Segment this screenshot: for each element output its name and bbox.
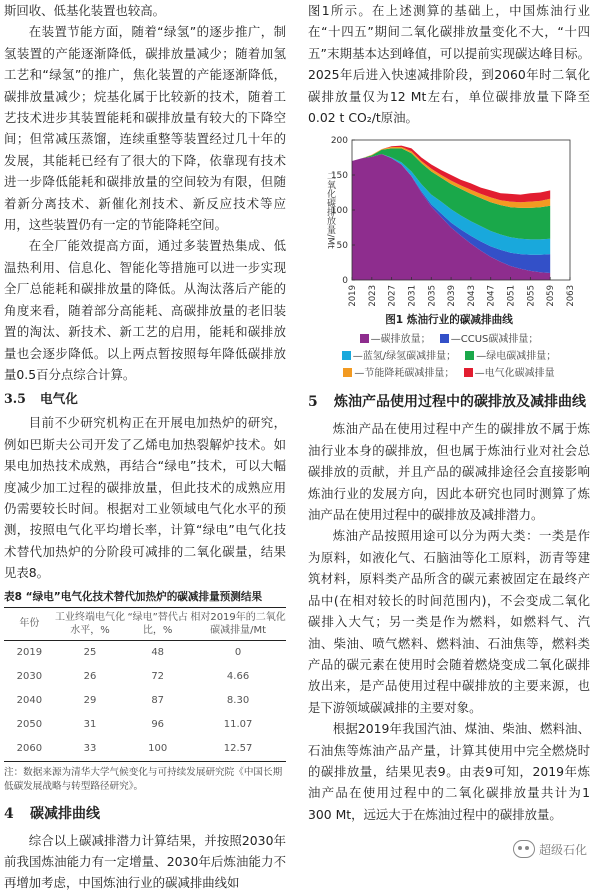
figure-1	[308, 134, 590, 382]
table-header-cell: 工业终端电气化水平，%	[55, 607, 126, 640]
legend-item: —绿电碳减排量；	[465, 348, 556, 365]
table-header-row	[4, 607, 286, 640]
x-tick-label: 2039	[447, 285, 458, 308]
x-tick-label: 2035	[427, 285, 438, 308]
paragraph: 在全厂能效提高方面，通过多装置热集成、低温热利用、信息化、智能化等措施可以进一步实现全厂总能耗和碳排放量的降低。从淘汰落后产能的角度来看，随着部分高能耗、高碳排放量的老旧装置的淘汰、新技术、新工艺的启用，能耗和碳排放量也会逐步降低。以上两点暂按照每年降低碳排放量0.5百分点综合计算。	[4, 238, 286, 382]
paragraph: 炼油产品按照用途可以分为两大类：一类是作为原料，如液化气、石脑油等化工原料，沥青等建筑材料，原料类产品所含的碳元素被固定在最终产品中(在相对较长的时间范围内)，不会变成二氧化碳排入大气；另一类是作为燃料，如燃料气、汽油、柴油、喷气燃料、燃料油、石油焦等，燃料类产品的碳元素在使用时会随着燃烧变成二氧化碳排放出来，是产品使用过程中碳排放的主要来源，也是下游领域碳减排的主要对象。	[308, 528, 590, 715]
table-cell: 2050	[16, 719, 43, 731]
legend-swatch	[440, 334, 449, 343]
legend-swatch	[360, 334, 369, 343]
legend-item: —蓝氢/绿氢碳减排量；	[342, 348, 456, 365]
x-tick-label: 2059	[546, 285, 557, 308]
legend-item: —碳排放量；	[360, 331, 431, 348]
paragraph: 综合以上碳减排潜力计算结果，并按照2030年前我国炼油能力有一定增量、2030年后炼油能力不再增加考虑，中国炼油行业的碳减排曲线如	[4, 832, 286, 891]
figure-caption: 图1 炼油行业的碳减排曲线	[385, 314, 513, 327]
table-cell: 26	[83, 671, 97, 683]
section-heading-3-5	[4, 388, 286, 410]
table-header-cell: 年份	[4, 607, 55, 640]
table-cell: 29	[83, 695, 97, 707]
table-cell: 8.30	[226, 695, 250, 707]
table-row	[4, 665, 286, 689]
table-cell: 2019	[16, 647, 43, 659]
y-tick-label: 0	[342, 276, 348, 287]
table-cell: 48	[151, 647, 165, 659]
table-cell: 4.66	[226, 671, 250, 683]
legend-label: CCUS碳减排量	[460, 334, 529, 346]
legend-swatch	[464, 368, 473, 377]
table-cell: 87	[151, 695, 165, 707]
legend-item: —CCUS碳减排量；	[440, 331, 539, 348]
paragraph: 图1所示。在上述测算的基础上，中国炼油行业在“十四五”期间二氧化碳排放量变化不大，“十四五”末期基本达到峰值，可以提前实现碳达峰目标。2025年后进入快速减排阶段，到2060年时二氧化碳排放量仅为12 Mt左右，单位碳排放量下降至0.02 t CO₂/t原油。	[308, 3, 590, 126]
table-cell: 72	[151, 671, 165, 683]
section-heading-5	[308, 390, 590, 414]
table-header-cell: 相对2019年的二氧化碳减排量/Mt	[190, 607, 286, 640]
paragraph: 炼油产品在使用过程中产生的碳排放不属于炼油行业本身的碳排放，但也属于炼油行业对社会总碳排放的贡献，并且产品的碳减排途径会直接影响炼油行业的发展方向，因此本研究也同时测算了炼油产品在使用过程中的碳排放及减排潜力。	[308, 421, 590, 523]
legend-swatch	[342, 351, 351, 360]
right-column	[308, 0, 590, 825]
section-number: 5	[308, 394, 318, 411]
table-cell: 0	[234, 647, 242, 659]
watermark	[513, 840, 587, 858]
table-cell: 96	[151, 719, 165, 731]
table-8	[4, 607, 286, 762]
x-tick-label: 2055	[526, 285, 537, 308]
legend-swatch	[343, 368, 352, 377]
legend-label: 碳排放量	[380, 334, 421, 346]
table-cell: 11.07	[223, 719, 253, 731]
chart-legend	[308, 331, 590, 382]
table-cell: 2040	[16, 695, 43, 707]
y-tick-label: 200	[330, 136, 348, 147]
emission-chart	[308, 134, 590, 310]
section-number: 3.5	[4, 391, 26, 407]
paragraph: 根据2019年我国汽油、煤油、柴油、燃料油、石油焦等炼油产品产量，计算其使用中完全燃烧时的碳排放量，结果见表9。由表9可知，2019年炼油产品在使用过程中的二氧化碳排放量共计为1 300 Mt，远远大于在炼油过程中的碳排放量。	[308, 721, 590, 822]
table-title: 表8 “绿电”电气化技术替代加热炉的碳减排量预测结果	[4, 590, 263, 603]
paragraph: 斯回收、低基化装置也较高。	[4, 3, 166, 18]
paragraph: 在装置节能方面，随着“绿氢”的逐步推广，制氢装置的产能逐渐降低，碳排放量减少；随着加氢工艺和“绿氢”的推广，焦化装置的产能逐渐降低，碳排放量减少；烷基化属于比较新的技术，随着工艺技术进步其装置能耗和碳排放量有较大的下降空间；但常减压蒸馏，连续重整等装置经过几十年的发展，其能耗已经有了很大的下降，依靠现有技术进一步降低能耗和碳排放量的空间较为有限，但随着新分离技术、新催化剂技术、新反应技术等应用，这些装置仍有一定的节能降耗空间。	[4, 24, 286, 233]
x-tick-label: 2051	[506, 285, 517, 308]
table-cell: 2030	[16, 671, 43, 683]
legend-label: 绿电碳减排量	[486, 351, 547, 363]
x-tick-label: 2063	[566, 285, 576, 308]
y-axis-label: 二氧化碳排放量/Mt	[325, 171, 335, 250]
x-tick-label: 2031	[407, 285, 418, 308]
table-row	[4, 737, 286, 762]
section-heading-4	[4, 802, 286, 826]
table-cell: 12.57	[190, 737, 286, 762]
section-title: 电气化	[40, 391, 78, 407]
legend-label: 电气化碳减排量	[484, 368, 555, 380]
table-header-cell: “绿电”替代占比，%	[125, 607, 190, 640]
legend-item: —电气化碳减排量	[464, 365, 555, 382]
section-number: 4	[4, 805, 14, 822]
x-tick-label: 2023	[367, 285, 378, 308]
table-row	[4, 713, 286, 737]
legend-item: —节能降耗碳减排量；	[343, 365, 454, 382]
wechat-icon	[513, 840, 535, 858]
table-cell: 2060	[4, 737, 55, 762]
x-tick-label: 2043	[466, 285, 477, 308]
table-cell: 33	[55, 737, 126, 762]
x-tick-label: 2027	[387, 285, 398, 308]
section-title: 炼油产品使用过程中的碳排放及减排曲线	[334, 394, 586, 411]
table-note: 注：数据来源为清华大学气候变化与可持续发展研究院《中国长期低碳发展战略与转型路径研究》。	[4, 766, 283, 792]
y-tick-label: 150	[330, 171, 348, 182]
paragraph: 目前不少研究机构正在开展电加热炉的研究，例如巴斯夫公司开发了乙烯电加热裂解炉技术。如果电加热技术成熟，再结合“绿电”技术，可以大幅度减少加工过程的碳排放量，但此技术的成熟应用仍需要较长时间。根据对工业领域电气化水平的预测，按照电气化平均增长率，计算“绿电”电气化技术替代加热炉的分阶段可减排的二氧化碳量，结果见表8。	[4, 415, 286, 581]
y-tick-label: 100	[330, 206, 348, 217]
x-tick-label: 2019	[348, 285, 358, 308]
left-column	[4, 0, 286, 894]
legend-label: 蓝氢/绿氢碳减排量	[362, 351, 447, 363]
legend-swatch	[465, 351, 474, 360]
legend-label: 节能降耗碳减排量	[364, 368, 445, 380]
y-tick-label: 50	[336, 241, 348, 252]
x-tick-label: 2047	[486, 285, 497, 308]
table-row	[4, 640, 286, 665]
table-cell: 31	[83, 719, 97, 731]
section-title: 碳减排曲线	[30, 805, 100, 822]
table-cell: 25	[83, 647, 97, 659]
table-cell: 100	[125, 737, 190, 762]
watermark-text: 超级石化	[538, 842, 587, 857]
table-row	[4, 689, 286, 713]
